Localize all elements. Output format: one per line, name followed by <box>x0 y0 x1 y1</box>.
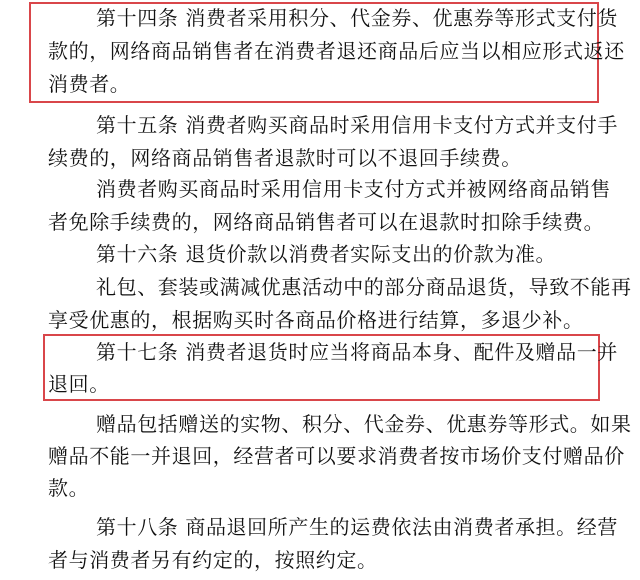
article-15-para2-line-2: 者免除手续费的，网络商品销售者可以在退款时扣除手续费。 <box>48 210 605 234</box>
article-15-line-2: 续费的，网络商品销售者退款时可以不退回手续费。 <box>48 146 522 170</box>
article-17-line-1: 第十七条 消费者退货时应当将商品本身、配件及赠品一并 <box>96 340 618 364</box>
article-17-para2-line-1: 赠品包括赠送的实物、积分、代金券、优惠券等形式。如果 <box>96 412 632 436</box>
article-18-line-2: 者与消费者另有约定的，按照约定。 <box>48 548 378 572</box>
article-15-para2-line-1: 消费者购买商品时采用信用卡支付方式并被网络商品销售 <box>96 177 611 201</box>
article-17-para2-line-2: 赠品不能一并退回，经营者可以要求消费者按市场价支付赠品价 <box>48 444 625 468</box>
article-16-para2-line-2: 享受优惠的，根据购买时各商品价格进行结算，多退少补。 <box>48 308 584 332</box>
article-14-line-2: 款的，网络商品销售者在消费者退还商品后应当以相应形式返还 <box>48 39 625 63</box>
article-14-line-3: 消费者。 <box>48 72 131 96</box>
article-18-line-1: 第十八条 商品退回所产生的运费依法由消费者承担。经营 <box>96 515 618 539</box>
article-16-line-1: 第十六条 退货价款以消费者实际支出的价款为准。 <box>96 242 557 266</box>
article-17-para2-line-3: 款。 <box>48 476 90 500</box>
article-17-line-2: 退回。 <box>48 372 110 396</box>
article-16-para2-line-1: 礼包、套装或满减优惠活动中的部分商品退货，导致不能再 <box>96 275 632 299</box>
article-15-line-1: 第十五条 消费者购买商品时采用信用卡支付方式并支付手 <box>96 113 618 137</box>
article-14-line-1: 第十四条 消费者采用积分、代金券、优惠券等形式支付货 <box>96 6 618 30</box>
